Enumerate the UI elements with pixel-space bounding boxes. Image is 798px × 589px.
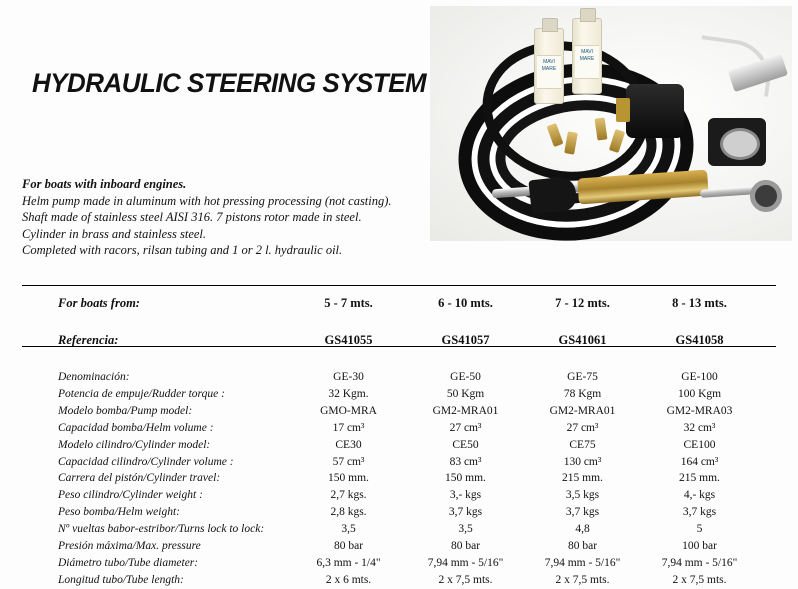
divider-top: [22, 285, 776, 286]
table-row: [58, 403, 758, 420]
row-value-2: 3,5: [458, 523, 473, 536]
row-value-3: 78 Kgm: [563, 388, 602, 401]
row-value-4: 7,94 mm - 5/16": [661, 556, 738, 569]
reference-col-4: GS41058: [675, 333, 724, 347]
racor-fitting-icon: [547, 123, 564, 147]
row-value-3: 3,5 kgs: [565, 489, 600, 502]
row-value-3: 7,94 mm - 5/16": [544, 556, 621, 569]
row-label: Nº vueltas babor-estribor/Turns lock to lock:: [58, 523, 265, 536]
row-value-2: 150 mm.: [445, 472, 486, 485]
intro-block: [22, 176, 422, 259]
row-value-4: 4,- kgs: [683, 489, 716, 502]
row-value-2: CE50: [452, 438, 479, 451]
row-value-1: GE-30: [333, 371, 364, 384]
table-row: [58, 470, 758, 487]
row-value-1: 2,8 kgs.: [330, 506, 367, 519]
row-label: Modelo bomba/Pump model:: [58, 404, 193, 417]
row-value-3: GM2-MRA01: [549, 404, 616, 417]
reference-col-1: GS41055: [324, 333, 373, 347]
oil-bottle-2: [572, 18, 602, 94]
row-value-3: 2 x 7,5 mts.: [555, 573, 610, 586]
table-row: [58, 487, 758, 504]
row-label: Denominación:: [58, 371, 130, 384]
row-value-4: GM2-MRA03: [666, 404, 733, 417]
bottle-cap-icon: [542, 18, 558, 32]
range-col-3: 7 - 12 mts.: [555, 296, 610, 310]
reference-col-3: GS41061: [558, 333, 607, 347]
row-value-3: 3,7 kgs: [565, 506, 600, 519]
row-value-2: 83 cm³: [449, 455, 482, 468]
row-value-4: 164 cm³: [680, 455, 719, 468]
table-row: [58, 437, 758, 454]
bottle-label-2: MAVI MARE: [575, 45, 599, 79]
row-value-1: 150 mm.: [328, 472, 369, 485]
row-label: Capacidad cilindro/Cylinder volume :: [58, 455, 234, 468]
range-col-1: 5 - 7 mts.: [324, 296, 373, 310]
row-value-4: 5: [696, 523, 703, 536]
row-value-1: 80 bar: [333, 539, 364, 552]
row-value-1: GMO-MRA: [320, 404, 377, 417]
product-photo: [430, 6, 792, 241]
row-value-4: 3,7 kgs: [682, 506, 717, 519]
row-value-2: 7,94 mm - 5/16": [427, 556, 504, 569]
helm-pump-housing: [528, 176, 577, 215]
row-label: Capacidad bomba/Helm volume :: [58, 421, 214, 434]
table-row: [58, 453, 758, 470]
row-value-2: 3,- kgs: [449, 489, 482, 502]
row-value-1: 17 cm³: [332, 421, 365, 434]
row-value-2: 50 Kgm: [446, 388, 485, 401]
row-label: Potencia de empuje/Rudder torque :: [58, 388, 225, 401]
row-label: Carrera del pistón/Cylinder travel:: [58, 472, 221, 485]
table-row: [58, 555, 758, 572]
row-value-3: GE-75: [567, 371, 598, 384]
row-value-2: 2 x 7,5 mts.: [438, 573, 493, 586]
intro-lead: For boats with inboard engines.: [22, 177, 187, 191]
row-value-2: GM2-MRA01: [432, 404, 499, 417]
table-row: [58, 420, 758, 437]
row-label: Modelo cilindro/Cylinder model:: [58, 438, 211, 451]
racor-fitting-icon: [595, 117, 608, 140]
row-value-2: 80 bar: [450, 539, 481, 552]
row-value-4: GE-100: [681, 371, 718, 384]
table-row: [58, 572, 758, 589]
row-value-4: CE100: [683, 438, 716, 451]
table-row: [58, 521, 758, 538]
table-row: [58, 504, 758, 521]
row-value-3: 27 cm³: [566, 421, 599, 434]
header-reference-label: Referencia:: [58, 333, 119, 347]
row-value-1: 2,7 kgs.: [330, 489, 367, 502]
row-label: Diámetro tubo/Tube diameter:: [58, 556, 199, 569]
row-value-3: 215 mm.: [562, 472, 603, 485]
row-label: Longitud tubo/Tube length:: [58, 573, 184, 586]
row-value-2: 27 cm³: [449, 421, 482, 434]
row-value-3: 4,8: [575, 523, 590, 536]
header-range-label: For boats from:: [58, 296, 140, 310]
row-value-1: 2 x 6 mts.: [325, 573, 372, 586]
row-value-4: 2 x 7,5 mts.: [672, 573, 727, 586]
row-value-1: 57 cm³: [332, 455, 365, 468]
intro-line-2: Shaft made of stainless steel AISI 316. 7 pistons rotor made in steel.: [22, 210, 362, 224]
row-value-3: 80 bar: [567, 539, 598, 552]
intro-line-3: Cylinder in brass and stainless steel.: [22, 226, 207, 241]
reference-col-2: GS41057: [441, 333, 490, 347]
racor-fitting-icon: [564, 131, 578, 154]
bottle-cap-icon: [580, 8, 596, 22]
row-value-3: 130 cm³: [563, 455, 602, 468]
row-value-3: CE75: [569, 438, 596, 451]
table-row: [58, 538, 758, 555]
table-header-references: [58, 328, 758, 355]
row-value-1: 6,3 mm - 1/4": [316, 556, 381, 569]
intro-line-4: Completed with racors, rilsan tubing and 1 or 2 l. hydraulic oil.: [22, 243, 343, 257]
row-value-1: 3,5: [341, 523, 356, 536]
row-label: Peso bomba/Helm weight:: [58, 506, 181, 519]
table-row: [58, 369, 758, 386]
row-value-4: 32 cm³: [683, 421, 716, 434]
racor-fitting-icon: [609, 129, 625, 153]
table-header-ranges: [58, 296, 758, 328]
specification-table: [58, 296, 758, 588]
intro-line-1: Helm pump made in aluminum with hot pressing processing (not casting).: [22, 193, 392, 208]
row-value-4: 215 mm.: [679, 472, 720, 485]
racor-fittings-group: [550, 116, 650, 166]
row-value-1: CE30: [335, 438, 362, 451]
row-value-2: 3,7 kgs: [448, 506, 483, 519]
bottle-label-1: MAVI MARE: [537, 55, 561, 89]
page-title: HYDRAULIC STEERING SYSTEM: [32, 68, 427, 98]
mounting-bracket: [708, 118, 766, 166]
row-value-4: 100 bar: [682, 539, 717, 552]
table-row: [58, 386, 758, 403]
table-spacer: [58, 355, 758, 369]
oil-bottle-1: [534, 28, 564, 104]
row-value-1: 32 Kgm.: [328, 388, 369, 401]
row-value-4: 100 Kgm: [677, 388, 722, 401]
row-label: Peso cilindro/Cylinder weight :: [58, 489, 203, 502]
row-value-2: GE-50: [450, 371, 481, 384]
row-label: Presión máxima/Max. pressure: [58, 539, 201, 552]
range-col-2: 6 - 10 mts.: [438, 296, 493, 310]
range-col-4: 8 - 13 mts.: [672, 296, 727, 310]
